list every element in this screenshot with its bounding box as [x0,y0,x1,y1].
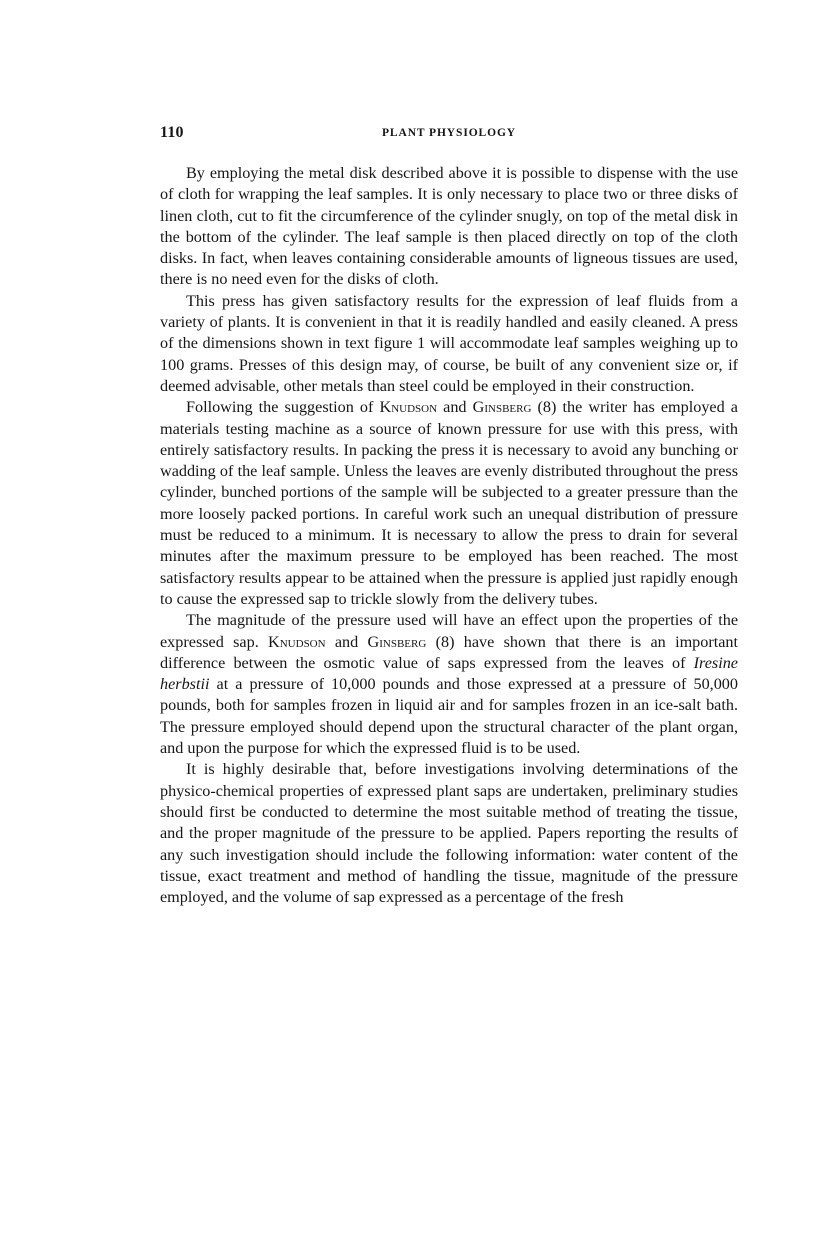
paragraph-4-mid: (8) have shown that there is an important difference between the osmotic value of saps expressed from the leaves of [160,632,739,672]
paragraph-3-lead: Following the suggestion of [186,398,380,417]
species-name: Iresine herbstii [160,653,738,694]
author-ginsberg: Ginsberg [472,398,532,417]
paragraph-3-rest: (8) the writer has employed a materials testing machine as a source of known pressure for use with this press, with entirely satisfactory results. In packing the press it is necessary to avoid any bunching or wadding of the leaf sample. Unless the leaves are evenly distributed throughout the press cylinder, bunched portions of the sample will be subjected to a greater pressure than the more loosely packed portions. In careful work such an unequal distribution of pressure must be reduced to a minimum. It is necessary to allow the press to drain for several minutes after the maximum pressure to be employed has been reached. The most satisfactory results appear to be attained when the pressure is applied just rapidly enough to cause the expressed sap to trickle slowly from the delivery tubes. [160,398,738,608]
body-text [160,163,738,908]
page [160,124,738,908]
author-knudson: Knudson [268,632,326,651]
paragraph-5: It is highly desirable that, before investigations involving determinations of the physico-chemical properties of expressed plant saps are undertaken, preliminary studies should first be conducted to determine the most suitable method of treating the tissue, and the proper magnitude of the pressure to be applied. Papers reporting the results of any such investigation should include the following information: water content of the tissue, exact treatment and method of handling the tissue, magnitude of the pressure employed, and the volume of sap expressed as a percentage of the fresh [160,760,738,907]
conjunction: and [325,632,368,651]
author-ginsberg: Ginsberg [367,632,427,651]
conjunction: and [437,398,473,417]
page-header [160,124,738,150]
paragraph-4-lead: The magnitude of the pressure used will have an effect upon the properties of the expressed sap. [160,611,738,651]
running-head: PLANT PHYSIOLOGY [382,127,516,139]
author-knudson: Knudson [379,398,438,417]
paragraph-4 [160,610,738,759]
paragraph-2: This press has given satisfactory results for the expression of leaf fluids from a variety of plants. It is convenient in that it is readily handled and easily cleaned. A press of the dimensions shown in text figure 1 will accommodate leaf samples weighing up to 100 grams. Presses of this design may, of course, be built of any convenient size or, if deemed advisable, other metals than steel could be employed in their construction. [160,291,738,395]
page-number: 110 [160,124,184,141]
paragraph-1: By employing the metal disk described above it is possible to dispense with the use of cloth for wrapping the leaf samples. It is only necessary to place two or three disks of linen cloth, cut to fit the circumference of the cylinder snugly, on top of the metal disk in the bottom of the cylinder. The leaf sample is then placed directly on top of the cloth disks. In fact, when leaves containing considerable amounts of ligneous tissues are used, there is no need even for the disks of cloth. [160,164,738,289]
paragraph-3 [160,397,738,610]
paragraph-4-rest: at a pressure of 10,000 pounds and those expressed at a pressure of 50,000 pounds, both for samples frozen in liquid air and for samples frozen in an ice-salt bath. The pressure employed should depend upon the structural character of the plant organ, and upon the purpose for which the expressed fluid is to be used. [160,675,738,758]
